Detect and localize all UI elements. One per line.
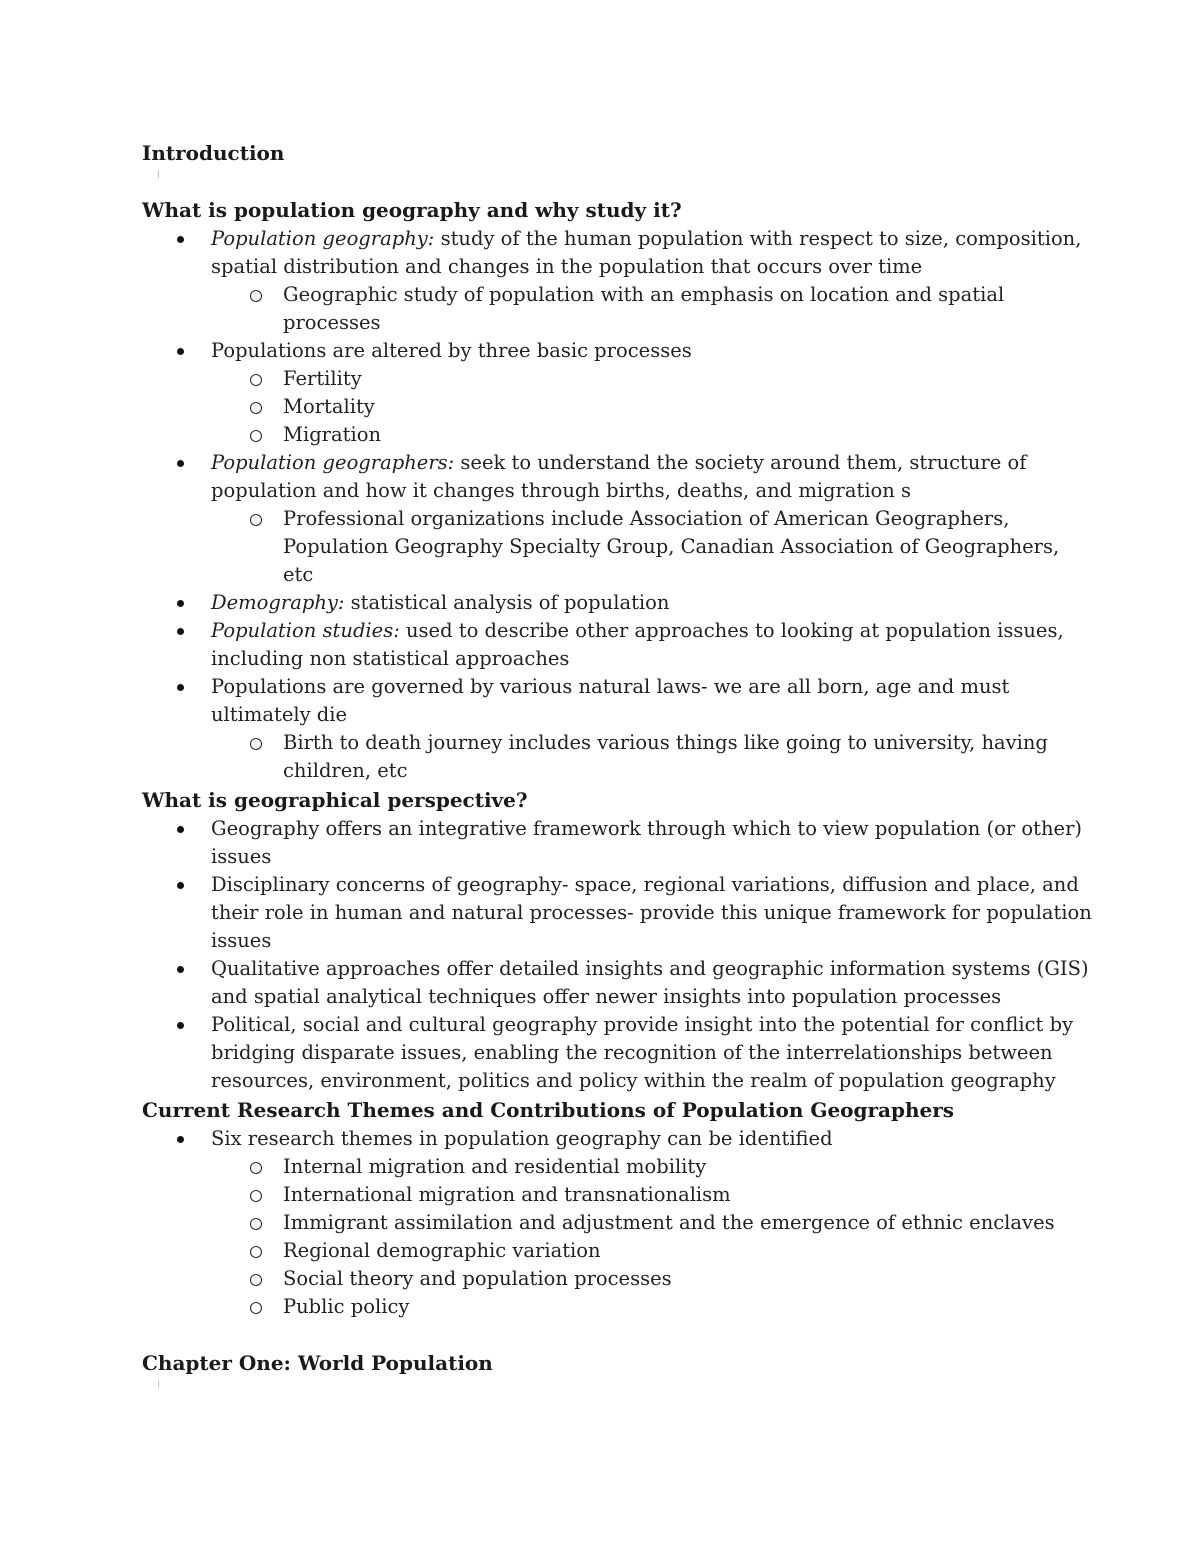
term: Population geography: — [211, 227, 435, 250]
bullet-icon — [177, 600, 184, 607]
bullet-icon — [177, 1136, 184, 1143]
list-item: Disciplinary concerns of geography- space, regional variations, diffusion and place, and — [211, 873, 1079, 896]
sub-list-item: International migration and transnationalism — [283, 1183, 731, 1206]
sub-list-item: Internal migration and residential mobility — [283, 1155, 707, 1178]
section-heading: Introduction — [142, 141, 285, 165]
list-item-continuation: bridging disparate issues, enabling the recognition of the interrelationships between — [211, 1041, 1053, 1064]
list-item: Population studies: used to describe other approaches to looking at population issues, — [211, 619, 1064, 642]
list-item-continuation: ultimately die — [211, 703, 348, 726]
list-item: Six research themes in population geography can be identified — [211, 1127, 833, 1150]
list-item: Demography: statistical analysis of population — [211, 591, 670, 614]
bullet-icon — [177, 826, 184, 833]
sub-list-item-continuation: etc — [283, 563, 314, 586]
bullet-icon — [177, 460, 184, 467]
bullet-icon — [177, 966, 184, 973]
bullet-icon — [177, 236, 184, 243]
circle-bullet-icon — [250, 290, 262, 302]
sub-list-item: Migration — [283, 423, 382, 446]
circle-bullet-icon — [250, 1218, 262, 1230]
sub-list-item: Professional organizations include Association of American Geographers, — [283, 507, 1010, 530]
sub-list-item: Social theory and population processes — [283, 1267, 672, 1290]
list-item: Political, social and cultural geography provide insight into the potential for conflict by — [211, 1013, 1074, 1036]
sub-list-item-continuation: children, etc — [283, 759, 408, 782]
term: Population studies: — [211, 619, 400, 642]
sub-list-item: Regional demographic variation — [283, 1239, 601, 1262]
list-item: Population geographers: seek to understand the society around them, structure of — [211, 451, 1027, 474]
list-item: Population geography: study of the human population with respect to size, composition, — [211, 227, 1082, 250]
list-item-continuation: issues — [211, 929, 272, 952]
sub-list-item: Immigrant assimilation and adjustment and the emergence of ethnic enclaves — [283, 1211, 1055, 1234]
bullet-icon — [177, 1022, 184, 1029]
circle-bullet-icon — [250, 1302, 262, 1314]
circle-bullet-icon — [250, 1162, 262, 1174]
sub-list-item: Public policy — [283, 1295, 410, 1318]
circle-bullet-icon — [250, 1190, 262, 1202]
list-item-continuation: spatial distribution and changes in the population that occurs over time — [211, 255, 923, 278]
list-item: Qualitative approaches offer detailed insights and geographic information systems (GIS) — [211, 957, 1089, 980]
bullet-icon — [177, 882, 184, 889]
list-item: Populations are altered by three basic processes — [211, 339, 692, 362]
sub-list-item: Geographic study of population with an emphasis on location and spatial — [283, 283, 1005, 306]
section-heading: What is geographical perspective? — [142, 788, 528, 812]
sub-list-item-continuation: Population Geography Specialty Group, Canadian Association of Geographers, — [283, 535, 1060, 558]
section-heading: What is population geography and why study it? — [142, 198, 682, 222]
paragraph-mark — [158, 170, 159, 178]
sub-list-item: Fertility — [283, 367, 362, 390]
circle-bullet-icon — [250, 1274, 262, 1286]
list-item-continuation: including non statistical approaches — [211, 647, 570, 670]
bullet-icon — [177, 684, 184, 691]
list-item-continuation: resources, environment, politics and policy within the realm of population geography — [211, 1069, 1056, 1092]
circle-bullet-icon — [250, 374, 262, 386]
section-heading: Current Research Themes and Contributions of Population Geographers — [142, 1098, 955, 1122]
list-item-continuation: population and how it changes through births, deaths, and migration s — [211, 479, 912, 502]
circle-bullet-icon — [250, 738, 262, 750]
circle-bullet-icon — [250, 430, 262, 442]
circle-bullet-icon — [250, 402, 262, 414]
circle-bullet-icon — [250, 1246, 262, 1258]
bullet-icon — [177, 628, 184, 635]
list-item: Populations are governed by various natural laws- we are all born, age and must — [211, 675, 1010, 698]
paragraph-mark — [158, 1380, 159, 1388]
sub-list-item: Mortality — [283, 395, 375, 418]
list-item-continuation: and spatial analytical techniques offer newer insights into population processes — [211, 985, 1002, 1008]
chapter-heading: Chapter One: World Population — [142, 1351, 493, 1375]
term: Demography: — [211, 591, 345, 614]
bullet-icon — [177, 348, 184, 355]
list-item-continuation: issues — [211, 845, 272, 868]
list-item: Geography offers an integrative framework through which to view population (or other) — [211, 817, 1083, 840]
list-item-continuation: their role in human and natural processes- provide this unique framework for population — [211, 901, 1092, 924]
circle-bullet-icon — [250, 514, 262, 526]
term: Population geographers: — [211, 451, 455, 474]
sub-list-item-continuation: processes — [283, 311, 381, 334]
sub-list-item: Birth to death journey includes various things like going to university, having — [283, 731, 1048, 754]
